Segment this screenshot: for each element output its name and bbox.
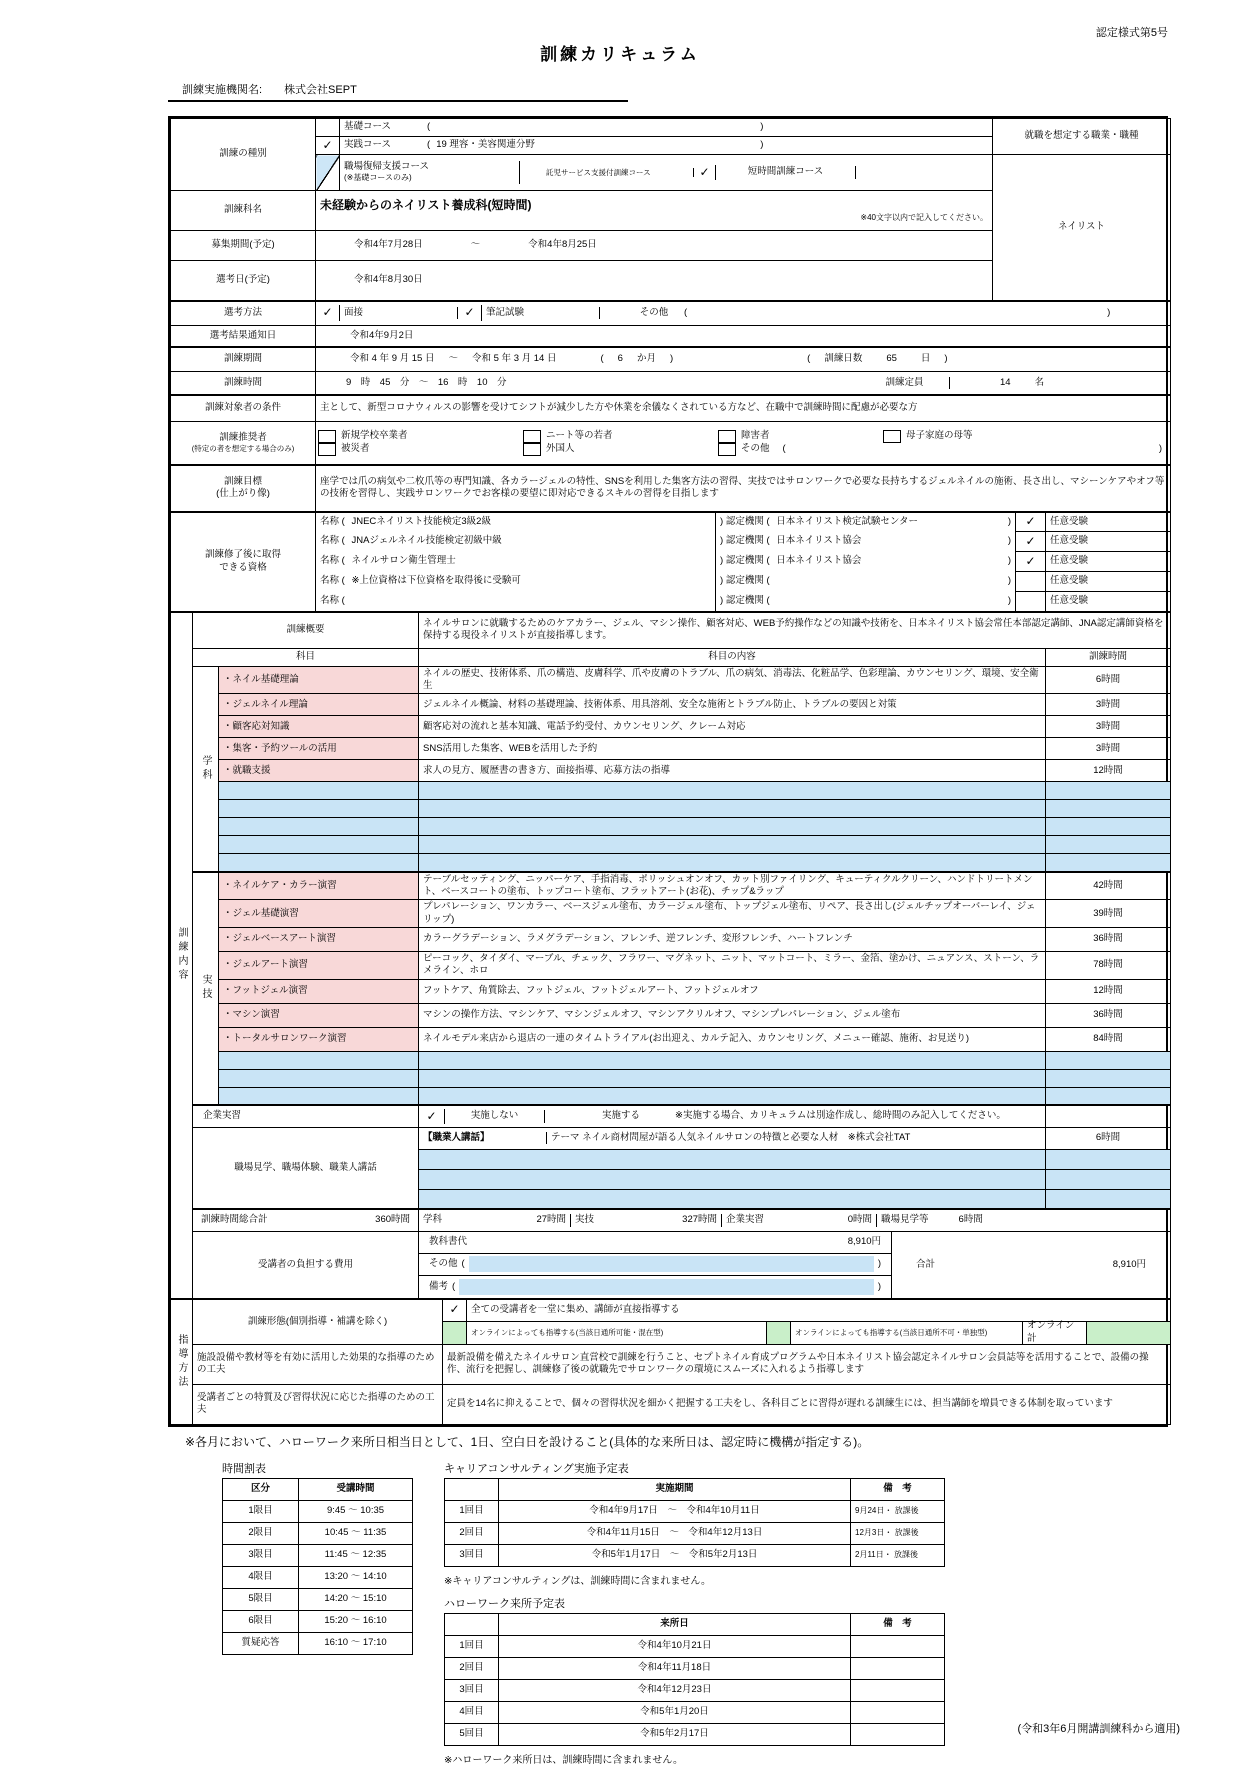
- paren: (: [461, 1258, 465, 1270]
- content-cell: 顧客応対の流れと基本知識、電話予約受付、カウンセリング、クレーム対応: [419, 716, 1046, 738]
- recommend-checkbox[interactable]: [883, 430, 901, 443]
- hours-cell: 84時間: [1046, 1027, 1171, 1051]
- recommend-item: 障害者: [741, 430, 770, 442]
- qual-optional-label: 任意受験: [1046, 512, 1171, 532]
- visit-no: 2回目: [445, 1657, 499, 1679]
- qualification-table: 訓練修了後に取得 できる資格 名称 ( JNECネイリスト技能検定3級2級 ) 認定機関 ( 日本ネイリスト検定試験センター ) ✓ 任意受験 名称 ( JNAジェルネイル技能検定初級中級 ) 認定機関 ( 日本ネイリスト協会 ) ✓ 任意受験 名称 ( ネイルサロン衛生管理士 ) 認定機関 ( 日本ネイリスト協会 ) ✓ 任意受験 名称 ( ※上位資格は下位資格を取得後に受験可 ) 認定機関 ( ) 任意受験 名称 ( ) 認定機関 ( ) 任意受験: [170, 511, 1171, 613]
- paren: ): [877, 1280, 882, 1292]
- goal-label: 訓練目標: [223, 475, 262, 487]
- fees-label: 受講者の負担する費用: [193, 1231, 419, 1298]
- result-date-label: 選考結果通知日: [171, 325, 316, 347]
- monthly-note: ※各月において、ハローワーク来所日相当日として、1日、空白日を設けること(具体的な来所日は、認定時に機構が指定する)。: [185, 1434, 870, 1449]
- header-hours: 訓練時間: [1046, 648, 1171, 666]
- job-value: ネイリスト: [993, 155, 1171, 301]
- subject-cell: ・ジェルベースアート演習: [219, 928, 419, 952]
- period-cell: [316, 347, 1171, 371]
- totals-label: 訓練時間総合計: [201, 1214, 268, 1226]
- practical-course-cell: [340, 137, 993, 155]
- online-total-label: オンライン計: [1023, 1322, 1087, 1344]
- empty-content-cell: [419, 854, 1046, 872]
- reinstate-course-sub: (※基礎コースのみ): [344, 173, 412, 183]
- interview-checkbox[interactable]: ✓: [316, 305, 340, 321]
- target-cell: 主として、新型コロナウィルスの影響を受けてシフトが減少した方や休業を余儀なくされている方など、在職中で訓練時間に配慮が必要な方: [316, 395, 1171, 421]
- timetable-header: 受講時間: [299, 1478, 413, 1500]
- basic-course-cell: [340, 119, 993, 137]
- qualification-label-cell: [171, 512, 316, 612]
- hours-value: 9 時 45 分 ～ 16 時 10 分: [346, 376, 507, 388]
- basic-course-checkbox[interactable]: [316, 119, 340, 137]
- header-subject: 科目: [193, 648, 419, 666]
- fees-memo-value[interactable]: [459, 1279, 874, 1295]
- job-header: 就職を想定する職業・職種: [993, 119, 1171, 155]
- capacity-label: 訓練定員: [860, 377, 950, 389]
- empty-hours-cell: [1046, 1149, 1171, 1169]
- empty-content-cell: [419, 1149, 1046, 1169]
- paren: (: [782, 443, 786, 455]
- guidance-side-label: 指導方法: [171, 1299, 193, 1425]
- org-name: 株式会社SEPT: [284, 84, 357, 96]
- capacity-unit: 名: [1034, 376, 1045, 388]
- totals-breakdown: 学科 27時間 実技 327時間 企業実習 0時間 職場見学等 6時間: [419, 1209, 1171, 1231]
- hours-cell: 6時間: [1046, 666, 1171, 694]
- gakka-side-label: 学科: [193, 666, 219, 872]
- recruit-period-label: 募集期間(予定): [171, 231, 316, 261]
- lecture-cell: [419, 1127, 1046, 1149]
- recruit-to: 令和4年8月25日: [528, 239, 597, 251]
- fees-total-label: 合計: [916, 1258, 936, 1270]
- visit-remark: [851, 1635, 945, 1657]
- recommend-checkbox[interactable]: [718, 443, 736, 456]
- empty-content-cell: [419, 1069, 1046, 1087]
- hellowork-table: [444, 1613, 945, 1746]
- period-no: 4限目: [223, 1566, 299, 1588]
- course-name-value: 未経験からのネイリスト養成科(短時間): [320, 197, 532, 212]
- qual-org-value: 日本ネイリスト協会: [776, 555, 862, 567]
- recommend-checkbox[interactable]: [318, 430, 336, 443]
- subject-cell: ・就職支援: [219, 760, 419, 782]
- recommend-item: 被災者: [341, 443, 370, 455]
- recommend-checkbox[interactable]: [523, 430, 541, 443]
- page-title: 訓練カリキュラム: [540, 45, 700, 64]
- qual-org-cell: ) 認定機関 ( 日本ネイリスト検定試験センター ): [716, 512, 1016, 532]
- jitsugi-side-label: 実技: [193, 872, 219, 1106]
- practical-course-label: 実践コース: [344, 139, 392, 151]
- target-label: 訓練対象者の条件: [171, 395, 316, 421]
- online-total-value[interactable]: [1087, 1322, 1170, 1344]
- content-cell: マシンの操作方法、マシンケア、マシンジェルオフ、マシンアクリルオフ、マシンプレパレーション、ジェル塗布: [419, 1003, 1046, 1027]
- intern-hours-cell: [1046, 1105, 1171, 1127]
- footer-note: (令和3年6月開講訓練科から適用): [1017, 1723, 1180, 1735]
- content-cell: カラーグラデーション、ラメグラデーション、フレンチ、逆フレンチ、変形フレンチ、ハートフレンチ: [419, 928, 1046, 952]
- empty-subject-cell: [219, 854, 419, 872]
- subject-cell: ・トータルサロンワーク演習: [219, 1027, 419, 1051]
- qual-optional-checkbox[interactable]: [1016, 592, 1046, 612]
- recommend-checkbox[interactable]: [318, 443, 336, 456]
- intern-cell: [419, 1105, 1046, 1127]
- timetable-section: [222, 1460, 412, 1655]
- individual-text: 定員を14名に抑えることで、個々の習得状況を細かく把握する工夫をし、各科目ごとに習得が遅れる訓練生には、担当講師を増員できる体制を取っています: [443, 1384, 1171, 1424]
- written-checkbox[interactable]: ✓: [458, 305, 482, 321]
- tilde: ～: [448, 353, 458, 365]
- overview-label: 訓練概要: [193, 612, 419, 648]
- period-label: 訓練期間: [171, 347, 316, 371]
- subject-cell: ・フットジェル演習: [219, 979, 419, 1003]
- goal-label-cell: [171, 465, 316, 511]
- paren: ): [760, 121, 764, 133]
- period-no: 6限目: [223, 1610, 299, 1632]
- selection-date-value: 令和4年8月30日: [354, 274, 423, 286]
- empty-hours-cell: [1046, 1051, 1171, 1069]
- fees-other-value[interactable]: [469, 1256, 874, 1272]
- content-cell: ジェルネイル概論、材料の基礎理論、技術体系、用具溶剤、安全な施術とトラブル防止、トラブルの要因と対策: [419, 694, 1046, 716]
- empty-subject-cell: [219, 1051, 419, 1069]
- method-cell: [316, 301, 1171, 325]
- content-cell: テーブルセッティング、ニッパーケア、手指消毒、ポリッシュオンオフ、カット別ファイリング、キューティクルクリーン、ハンドトリートメント、ベースコートの塗布、トップコート塗布、フラットアート(お花)、チップ&ラップ: [419, 872, 1046, 900]
- online1-label: オンラインによっても指導する(当該日通所可能・混在型): [467, 1322, 767, 1344]
- course-name-label: 訓練科名: [171, 191, 316, 231]
- direct-label: 全ての受講者を一堂に集め、講師が直接指導する: [471, 1304, 680, 1316]
- visit-date: 令和4年12月23日: [499, 1679, 851, 1701]
- online1-checkbox[interactable]: [443, 1322, 467, 1344]
- career-table: 実施期間 備 考 1回目 令和4年9月17日 ～ 令和4年10月11日 9月24日・ 放課後 2回目 令和4年11月15日 ～ 令和4年12月13日 12月3日・ 放課後 3回目 令和5年1月17日 ～ 令和5年2月13日 2月11日・ 放課後: [444, 1478, 945, 1567]
- lecture-tag: 【職業人講話】: [419, 1132, 547, 1144]
- recommend-item: 新規学校卒業者: [341, 430, 408, 442]
- hours-cell: 3時間: [1046, 694, 1171, 716]
- career-remark: 9月24日・ 放課後: [851, 1500, 945, 1522]
- visit-date: 令和5年1月20日: [499, 1701, 851, 1723]
- course-name-cell[interactable]: [316, 191, 993, 231]
- period-months: 6: [617, 353, 623, 365]
- reinstate-course-label: 職場復帰支援コース: [344, 161, 430, 173]
- reinstate-course-checkbox[interactable]: [316, 155, 340, 191]
- visit-no: 5回目: [445, 1723, 499, 1745]
- timetable: 区分 受講時間 1限目 9:45 ～ 10:35 2限目 10:45 ～ 11:35 3限目 11:45 ～ 12:35 4限目 13:20 ～ 14:10 5限目 14:20 ～ 15:10 6限目 15:20 ～ 16:10 質疑応答 16:10 ～ 17:10: [222, 1478, 413, 1655]
- totals-label-cell: [193, 1209, 419, 1231]
- recommend-label-cell: [171, 421, 316, 465]
- intern-yes-label: 実施する: [602, 1110, 641, 1122]
- corner-cell: [445, 1478, 499, 1500]
- childcare-label: 託児サービス支援付訓練コース: [542, 168, 694, 178]
- empty-hours-cell: [1046, 1169, 1171, 1189]
- empty-content-cell: [419, 1169, 1046, 1189]
- result-date-cell: [316, 325, 1171, 347]
- empty-hours-cell: [1046, 800, 1171, 818]
- header-content: 科目の内容: [419, 648, 1046, 666]
- visit-date: 令和4年10月21日: [499, 1635, 851, 1657]
- intern-no-checkbox[interactable]: ✓: [419, 1109, 445, 1125]
- subject-cell: ・ジェル基礎演習: [219, 900, 419, 928]
- empty-content-cell: [419, 818, 1046, 836]
- hours-cell: 39時間: [1046, 900, 1171, 928]
- fees-memo-label: 備考: [429, 1280, 449, 1292]
- overview-text: ネイルサロンに就職するためのケアカラー、ジェル、マシン操作、顧客対応、WEB予約操作などの知識や技術を、日本ネイリスト協会常任本部認定講師、JNA認定講師資格を保持する現役ネイリストが直接指導します。: [419, 612, 1171, 648]
- empty-hours-cell: [1046, 782, 1171, 800]
- qual-name-value: JNAジェルネイル技能検定初級中級: [351, 535, 502, 547]
- visit-no: 4回目: [445, 1701, 499, 1723]
- qual-name-cell: 名称 ( JNECネイリスト技能検定3級2級: [316, 512, 716, 532]
- hours-cell: 42時間: [1046, 872, 1171, 900]
- intern-note: ※実施する場合、カリキュラムは別途作成し、総時間のみ記入してください。: [675, 1110, 1006, 1122]
- practical-course-checkbox[interactable]: ✓: [316, 137, 340, 155]
- visit-date: 令和5年2月17日: [499, 1723, 851, 1745]
- hours-cell: 12時間: [1046, 979, 1171, 1003]
- period-no: 質疑応答: [223, 1632, 299, 1654]
- paren: ): [944, 353, 948, 365]
- empty-subject-cell: [219, 836, 419, 854]
- paren: (: [452, 1280, 456, 1292]
- form-style-label: 訓練形態(個別指導・補講を除く): [193, 1299, 443, 1345]
- recommend-checkbox[interactable]: [718, 430, 736, 443]
- subject-cell: ・ジェルネイル理論: [219, 694, 419, 716]
- recommend-cell: [316, 421, 1171, 465]
- fees-other-label: その他: [429, 1258, 458, 1270]
- empty-content-cell: [419, 800, 1046, 818]
- content-cell: ピーコック、タイダイ、マーブル、チェック、フラワー、マグネット、ニット、マットコート、ミラー、金箔、塗かけ、ニュアンス、ストーン、ラメライン、ホロ: [419, 952, 1046, 980]
- intern-label: 企業実習: [193, 1105, 419, 1127]
- qual-name-value: ※上位資格は下位資格を取得後に受験可: [351, 575, 521, 587]
- empty-subject-cell: [219, 800, 419, 818]
- recommend-sub: (特定の者を想定する場合のみ): [191, 444, 295, 454]
- recommend-item: 母子家庭の母等: [906, 430, 973, 442]
- recommend-label: 訓練推奨者: [219, 431, 267, 443]
- fees-total-value: 8,910円: [1112, 1258, 1147, 1270]
- career-header: 備 考: [851, 1478, 945, 1500]
- curriculum-side-label: 訓練内容: [171, 612, 193, 1298]
- period-no: 5限目: [223, 1588, 299, 1610]
- empty-hours-cell: [1046, 836, 1171, 854]
- content-cell: プレパレーション、ワンカラー、ベースジェル塗布、カラージェル塗布、トップジェル塗布、リペア、長さ出し(ジェルチップオーバーレイ、ジェリップ): [419, 900, 1046, 928]
- hours-cell: 3時間: [1046, 738, 1171, 760]
- career-no: 1回目: [445, 1500, 499, 1522]
- recruit-period-cell: [316, 231, 993, 261]
- qual-optional-checkbox[interactable]: ✓: [1016, 532, 1046, 552]
- empty-content-cell: [419, 1087, 1046, 1105]
- paren: ): [877, 1258, 882, 1270]
- other-method-label: その他: [639, 307, 669, 319]
- visit-remark: [851, 1679, 945, 1701]
- facility-label: 施設設備や教材等を有効に活用した効果的な指導のための工夫: [193, 1344, 443, 1384]
- org-label: 訓練実施機関名:: [182, 84, 263, 96]
- visit-no: 3回目: [445, 1679, 499, 1701]
- empty-content-cell: [419, 1051, 1046, 1069]
- content-cell: ネイルの歴史、技術体系、爪の構造、皮膚科学、爪や皮膚のトラブル、爪の病気、消毒法、化粧品学、色彩理論、カウンセリング、環境、安全衛生: [419, 666, 1046, 694]
- schedule-section: [444, 1460, 944, 1766]
- subject-cell: ・集客・予約ツールの活用: [219, 738, 419, 760]
- subject-cell: ・ネイル基礎理論: [219, 666, 419, 694]
- empty-subject-cell: [219, 1087, 419, 1105]
- online2-label: オンラインによっても指導する(当該日通所不可・単独型): [791, 1322, 1023, 1344]
- qual-name-value: [345, 595, 349, 606]
- recommend-item: ニート等の若者: [546, 430, 613, 442]
- qual-optional-label: 任意受験: [1046, 552, 1171, 572]
- subject-cell: ・顧客応対知識: [219, 716, 419, 738]
- result-date-value: 令和4年9月2日: [350, 329, 414, 341]
- method-label: 選考方法: [171, 301, 316, 325]
- qualification-sublabel: できる資格: [219, 561, 267, 573]
- textbook-value: 8,910円: [847, 1236, 882, 1248]
- timetable-title: 時間割表: [222, 1462, 266, 1475]
- visit-no: 1回目: [445, 1635, 499, 1657]
- content-cell: SNS活用した集客、WEBを活用した予約: [419, 738, 1046, 760]
- hellowork-header: 備 考: [851, 1613, 945, 1635]
- short-course-checkbox[interactable]: ✓: [694, 165, 716, 181]
- individual-label: 受講者ごとの特質及び習得状況に応じた指導のための工夫: [193, 1384, 443, 1424]
- basic-course-label: 基礎コース: [344, 121, 392, 133]
- empty-subject-cell: [219, 818, 419, 836]
- training-days: 65: [886, 353, 897, 365]
- empty-hours-cell: [1046, 854, 1171, 872]
- qual-optional-label: 任意受験: [1046, 592, 1171, 612]
- curriculum-table: [170, 611, 1171, 1299]
- period-to: 令和 5 年 3 月 14 日: [472, 353, 557, 365]
- tilde: ～: [470, 239, 481, 251]
- paren: (: [807, 353, 811, 365]
- subject-cell: ・ジェルアート演習: [219, 952, 419, 980]
- hours-cell: [316, 371, 1171, 395]
- lecture-label: 職場見学、職場体験、職業人講話: [193, 1127, 419, 1209]
- capacity-value: 14: [1000, 376, 1011, 388]
- subject-cell: ・マシン演習: [219, 1003, 419, 1027]
- qual-optional-checkbox[interactable]: [1016, 572, 1046, 592]
- direct-checkbox[interactable]: ✓: [443, 1300, 467, 1321]
- recruit-from: 令和4年7月28日: [354, 239, 423, 251]
- qual-org-value: [770, 595, 774, 606]
- short-course-label: 短時間訓練コース: [716, 166, 856, 178]
- empty-hours-cell: [1046, 818, 1171, 836]
- career-no: 3回目: [445, 1544, 499, 1566]
- selection-date-cell: [316, 261, 993, 301]
- hours-cell: 36時間: [1046, 1003, 1171, 1027]
- paren: (: [427, 121, 431, 133]
- career-remark: 12月3日・ 放課後: [851, 1522, 945, 1544]
- recommend-checkbox[interactable]: [523, 443, 541, 456]
- qual-org-value: [770, 575, 774, 586]
- visit-date: 令和4年11月18日: [499, 1657, 851, 1679]
- form-code: 認定様式第5号: [1095, 27, 1168, 39]
- hours-label: 訓練時間: [171, 371, 316, 395]
- content-cell: フットケア、角質除去、フットジェル、フットジェルアート、フットジェルオフ: [419, 979, 1046, 1003]
- recommend-item: その他: [741, 443, 770, 455]
- fees-cell: [419, 1231, 1171, 1298]
- lecture-hours: 6時間: [1046, 1127, 1171, 1149]
- paren: (: [427, 139, 431, 151]
- practical-course-value: 19 理容・美容関連分野: [436, 139, 535, 151]
- content-cell: 求人の見方、履歴書の書き方、面接指導、応募方法の指導: [419, 760, 1046, 782]
- hours-cell: 36時間: [1046, 928, 1171, 952]
- selection-date-label: 選考日(予定): [171, 261, 316, 301]
- hellowork-title: ハローワーク来所予定表: [444, 1597, 565, 1610]
- career-title: キャリアコンサルティング実施予定表: [444, 1462, 629, 1475]
- empty-subject-cell: [219, 1069, 419, 1087]
- timetable-header: 区分: [223, 1478, 299, 1500]
- guidance-table: [170, 1298, 1171, 1425]
- hellowork-header: 来所日: [499, 1613, 851, 1635]
- facility-text: 最新設備を備えたネイルサロン直営校で訓練を行うこと、セプトネイル育成プログラムや日本ネイリスト協会認定ネイルサロン会員誌等を活用することで、設備の操作、流行を把握し、訓練修了後の就職先でサロンワークの環境にスムーズに入れるよう指導します: [443, 1344, 1171, 1384]
- career-no: 2回目: [445, 1522, 499, 1544]
- paren: ): [1107, 307, 1111, 319]
- qual-optional-label: 任意受験: [1046, 572, 1171, 592]
- visit-remark: [851, 1723, 945, 1745]
- form-style-cell: [443, 1299, 1171, 1345]
- paren: ): [760, 139, 764, 151]
- org-line: [168, 81, 628, 102]
- qualification-label: 訓練修了後に取得: [204, 549, 281, 561]
- intern-no-label: 実施しない: [445, 1110, 545, 1122]
- career-header: 実施期間: [499, 1478, 851, 1500]
- hours-cell: 3時間: [1046, 716, 1171, 738]
- career-remark: 2月11日・ 放課後: [851, 1544, 945, 1566]
- curriculum-form: [168, 116, 1168, 1427]
- empty-subject-cell: [219, 782, 419, 800]
- type-table: [170, 118, 1171, 301]
- empty-content-cell: [419, 1189, 1046, 1209]
- lecture-text: テーマ ネイル商材問屋が語る人気ネイルサロンの特徴と必要な人材 ※株式会社TAT: [551, 1132, 911, 1144]
- period-months-unit: か月: [636, 353, 656, 365]
- content-cell: ネイルモデル来店から退店の一連のタイムトライアル(お出迎え、カルテ記入、カウンセリング、メニュー確認、施術、お見送り): [419, 1027, 1046, 1051]
- training-type-label: 訓練の種別: [171, 119, 316, 191]
- paren: ): [1158, 443, 1162, 455]
- paren: (: [600, 353, 604, 365]
- empty-hours-cell: [1046, 1069, 1171, 1087]
- selection-table: [170, 300, 1171, 512]
- qual-org-value: 日本ネイリスト協会: [776, 535, 862, 547]
- career-note: ※キャリアコンサルティングは、訓練時間に含まれません。: [444, 1575, 711, 1587]
- qual-name-value: JNECネイリスト技能検定3級2級: [351, 515, 491, 527]
- qual-name-value: ネイルサロン衛生管理士: [351, 555, 456, 567]
- totals-value: 360時間: [375, 1214, 411, 1226]
- recommend-item: 外国人: [546, 443, 575, 455]
- period-no: 2限目: [223, 1522, 299, 1544]
- hellowork-note: ※ハローワーク来所日は、訓練時間に含まれません。: [444, 1754, 683, 1766]
- subject-cell: ・ネイルケア・カラー演習: [219, 872, 419, 900]
- qual-org-value: 日本ネイリスト検定試験センター: [776, 515, 919, 527]
- qual-optional-checkbox[interactable]: ✓: [1016, 512, 1046, 532]
- interview-label: 面接: [340, 307, 458, 319]
- training-days-unit: 日: [920, 353, 931, 365]
- empty-content-cell: [419, 782, 1046, 800]
- corner-cell: [445, 1613, 499, 1635]
- empty-hours-cell: [1046, 1087, 1171, 1105]
- training-days-label: 訓練日数: [824, 353, 863, 365]
- course-options-cell: [340, 155, 993, 191]
- period-from: 令和 4 年 9 月 15 日: [350, 353, 435, 365]
- period-no: 3限目: [223, 1544, 299, 1566]
- goal-sublabel: (仕上がり像): [216, 488, 270, 500]
- visit-remark: [851, 1701, 945, 1723]
- course-name-note: ※40文字以内で記入してください。: [860, 213, 988, 223]
- paren: (: [684, 307, 688, 319]
- written-label: 筆記試験: [482, 307, 600, 319]
- visit-remark: [851, 1657, 945, 1679]
- textbook-label: 教科書代: [429, 1236, 468, 1248]
- qual-optional-label: 任意受験: [1046, 532, 1171, 552]
- online2-checkbox[interactable]: [767, 1322, 791, 1344]
- paren: ): [669, 353, 674, 365]
- empty-hours-cell: [1046, 1189, 1171, 1209]
- goal-cell: 座学では爪の病気や二枚爪等の専門知識、各カラージェルの特性、SNSを利用した集客方法の習得、実技ではサロンワークで必要な長持ちするジェルネイルの施術、長さ出し、マシーンケアやオフ等の技術を習得し、実践サロンワークでお客様の要望に即対応できるスキルの習得を目指します: [316, 465, 1171, 511]
- qual-optional-checkbox[interactable]: ✓: [1016, 552, 1046, 572]
- hours-cell: 78時間: [1046, 952, 1171, 980]
- hours-cell: 12時間: [1046, 760, 1171, 782]
- empty-content-cell: [419, 836, 1046, 854]
- period-no: 1限目: [223, 1500, 299, 1522]
